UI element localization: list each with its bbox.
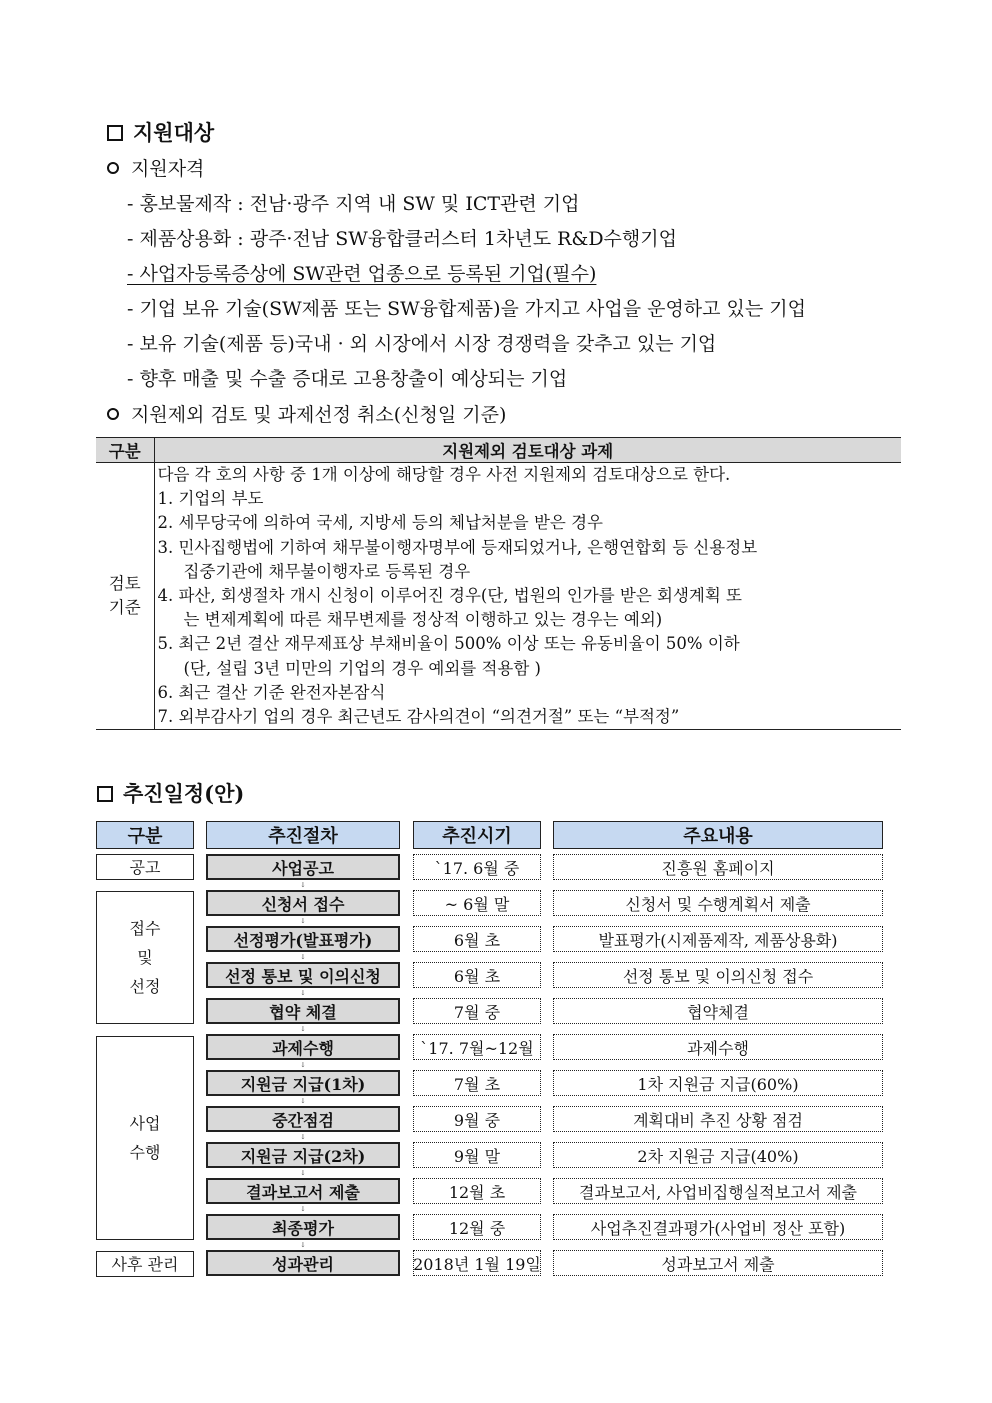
procedure-step: 중간점검 xyxy=(206,1106,400,1132)
category-text: 수행 xyxy=(129,1143,161,1162)
period-cell: 9월 말 xyxy=(413,1142,541,1168)
down-arrow-icon: ↓ xyxy=(300,1133,306,1141)
criteria-item: 5. 최근 2년 결산 재무제표상 부채비율이 500% 이상 또는 유동비율이 50% 이하 xyxy=(157,634,740,654)
section-title-schedule xyxy=(97,778,244,808)
subsection-title: 지원제외 검토 및 과제선정 취소(신청일 기준) xyxy=(131,404,507,426)
subsection-eligibility xyxy=(107,154,204,181)
period-cell: 9월 중 xyxy=(413,1106,541,1132)
content-cell: 협약체결 xyxy=(553,998,883,1024)
content-cell: 진흥원 홈페이지 xyxy=(553,854,883,880)
content-cell: 2차 지원금 지급(40%) xyxy=(553,1142,883,1168)
content-cell: 1차 지원금 지급(60%) xyxy=(553,1070,883,1096)
content-cell: 사업추진결과평가(사업비 정산 포함) xyxy=(553,1214,883,1240)
period-cell: 7월 중 xyxy=(413,998,541,1024)
criteria-item: 1. 기업의 부도 xyxy=(157,489,264,509)
down-arrow-icon: ↓ xyxy=(300,953,306,961)
subsection-exclusion xyxy=(107,400,506,427)
category-text: 접수 xyxy=(129,919,161,938)
schedule-header-period: 추진시기 xyxy=(413,821,541,849)
exclusion-criteria-table xyxy=(96,437,901,730)
down-arrow-icon: ↓ xyxy=(300,881,306,889)
category-application-selection xyxy=(96,891,194,1024)
section-title-support-target xyxy=(107,117,214,147)
schedule-header-content: 주요내용 xyxy=(553,821,883,849)
category-text: 사후 관리 xyxy=(111,1254,179,1274)
period-cell: ~ 6월 말 xyxy=(413,890,541,916)
procedure-step: 선정평가(발표평가) xyxy=(206,926,400,952)
down-arrow-icon: ↓ xyxy=(300,1061,306,1069)
criteria-item-continued: 집중기관에 채무불이행자로 등록된 경우 xyxy=(183,561,471,581)
criteria-intro: 다음 각 호의 사항 중 1개 이상에 해당할 경우 사전 지원제외 검토대상으로 한다. xyxy=(157,465,731,484)
period-cell: 12월 중 xyxy=(413,1214,541,1240)
schedule-header-procedure: 추진절차 xyxy=(206,821,400,849)
content-cell: 과제수행 xyxy=(553,1034,883,1060)
criteria-item: 3. 민사집행법에 기하여 채무불이행자명부에 등재되었거나, 은행연합회 등 신용정보 xyxy=(157,537,758,557)
procedure-step: 과제수행 xyxy=(206,1034,400,1060)
category-text: 및 xyxy=(137,948,153,967)
content-cell: 결과보고서, 사업비집행실적보고서 제출 xyxy=(553,1178,883,1204)
down-arrow-icon: ↓ xyxy=(300,917,306,925)
procedure-step: 최종평가 xyxy=(206,1214,400,1240)
category-follow-up xyxy=(96,1251,194,1277)
down-arrow-icon: ↓ xyxy=(300,1169,306,1177)
row-label-line: 검토 xyxy=(108,574,141,594)
square-bullet-icon xyxy=(107,125,123,141)
category-text: 선정 xyxy=(129,977,161,996)
row-label-line: 기준 xyxy=(108,598,141,618)
eligibility-item-required xyxy=(127,259,596,286)
procedure-step: 협약 체결 xyxy=(206,998,400,1024)
category-announcement xyxy=(96,854,194,880)
eligibility-item: - 기업 보유 기술(SW제품 또는 SW융합제품)을 가지고 사업을 운영하고 있는 기업 xyxy=(127,298,806,320)
procedure-step: 사업공고 xyxy=(206,854,400,880)
criteria-item-continued: 는 변제계획에 따른 채무변제를 정상적 이행하고 있는 경우는 예외) xyxy=(183,610,663,630)
procedure-step: 결과보고서 제출 xyxy=(206,1178,400,1204)
down-arrow-icon: ↓ xyxy=(300,1205,306,1213)
content-cell: 성과보고서 제출 xyxy=(553,1250,883,1276)
section-title-text: 추진일정(안) xyxy=(123,781,245,806)
period-cell: `17. 7월~12월 xyxy=(413,1034,541,1060)
circle-bullet-icon xyxy=(107,408,119,420)
eligibility-item: - 홍보물제작 : 전남·광주 지역 내 SW 및 ICT관련 기업 xyxy=(127,193,580,215)
period-cell: 2018년 1월 19일 xyxy=(413,1250,541,1276)
subsection-title: 지원자격 xyxy=(131,158,205,180)
down-arrow-icon: ↓ xyxy=(300,1241,306,1249)
square-bullet-icon xyxy=(97,786,113,802)
content-cell: 계획대비 추진 상황 점검 xyxy=(553,1106,883,1132)
procedure-step: 성과관리 xyxy=(206,1250,400,1276)
procedure-step: 신청서 접수 xyxy=(206,890,400,916)
schedule-header-category: 구분 xyxy=(96,821,194,849)
category-text: 사업 xyxy=(129,1114,161,1133)
required-text: - 사업자등록증상에 SW관련 업종으로 등록된 기업(필수) xyxy=(127,263,597,285)
down-arrow-icon: ↓ xyxy=(300,1097,306,1105)
criteria-body xyxy=(154,463,901,730)
content-cell: 선정 통보 및 이의신청 접수 xyxy=(553,962,883,988)
criteria-item: 6. 최근 결산 기준 완전자본잠식 xyxy=(157,682,386,702)
category-text: 공고 xyxy=(129,857,161,877)
period-cell: 6월 초 xyxy=(413,962,541,988)
procedure-step: 지원금 지급(2차) xyxy=(206,1142,400,1168)
procedure-step: 지원금 지급(1차) xyxy=(206,1070,400,1096)
circle-bullet-icon xyxy=(107,162,119,174)
period-cell: 12월 초 xyxy=(413,1178,541,1204)
content-cell: 신청서 및 수행계획서 제출 xyxy=(553,890,883,916)
procedure-step: 선정 통보 및 이의신청 xyxy=(206,962,400,988)
eligibility-item: - 향후 매출 및 수출 증대로 고용창출이 예상되는 기업 xyxy=(127,368,568,390)
section-title-text: 지원대상 xyxy=(133,120,215,145)
row-label xyxy=(96,463,154,730)
criteria-item: 2. 세무당국에 의하여 국세, 지방세 등의 체납처분을 받은 경우 xyxy=(157,513,603,533)
criteria-item: 4. 파산, 회생절차 개시 신청이 이루어진 경우(단, 법원의 인가를 받은 회생계획 또 xyxy=(157,586,742,606)
category-project-execution xyxy=(96,1036,194,1240)
down-arrow-icon: ↓ xyxy=(300,989,306,997)
table-header-category: 구분 xyxy=(96,438,154,463)
down-arrow-icon: ↓ xyxy=(300,1025,306,1033)
criteria-item: 7. 외부감사기 업의 경우 최근년도 감사의견이 “의견거절” 또는 “부적정” xyxy=(157,707,680,727)
eligibility-item: - 제품상용화 : 광주·전남 SW융합클러스터 1차년도 R&D수행기업 xyxy=(127,228,677,250)
period-cell: `17. 6월 중 xyxy=(413,854,541,880)
table-header-criteria: 지원제외 검토대상 과제 xyxy=(154,438,901,463)
eligibility-item: - 보유 기술(제품 등)국내 · 외 시장에서 시장 경쟁력을 갖추고 있는 기업 xyxy=(127,333,717,355)
period-cell: 6월 초 xyxy=(413,926,541,952)
criteria-item-continued: (단, 설립 3년 미만의 기업의 경우 예외를 적용함 ) xyxy=(183,658,541,678)
period-cell: 7월 초 xyxy=(413,1070,541,1096)
content-cell: 발표평가(시제품제작, 제품상용화) xyxy=(553,926,883,952)
